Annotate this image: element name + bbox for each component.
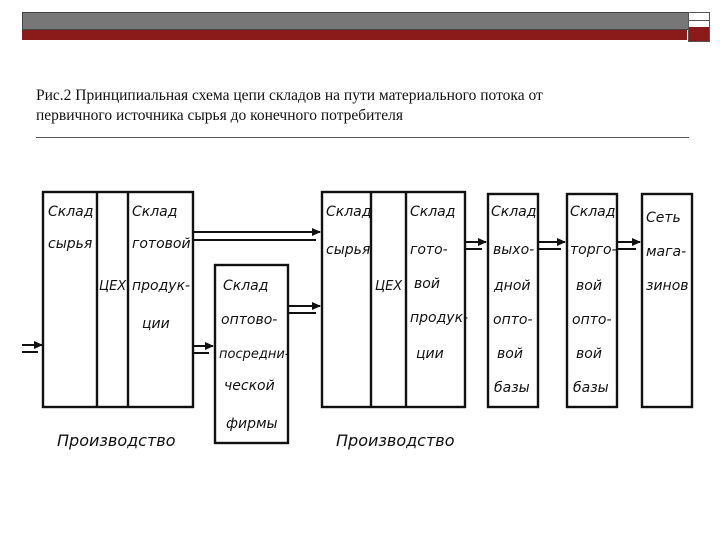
- raw2-line-2: сырья: [326, 242, 371, 258]
- caption-line-2: первичного источника сырья до конечного потребителя: [36, 107, 403, 124]
- outbound-line-3: дной: [494, 278, 531, 294]
- stores-line-3: зинов: [646, 278, 689, 294]
- raw1-line-2: сырья: [48, 236, 93, 252]
- outbound-line-2: выхо-: [493, 242, 535, 258]
- arrow-intermediary-to-raw2: [288, 306, 320, 313]
- stores-line-2: мага-: [646, 244, 687, 260]
- finished1-line-3: продук-: [132, 278, 191, 294]
- stores-line-1: Сеть: [646, 210, 681, 226]
- intermediary-line-5: фирмы: [226, 416, 278, 432]
- shop1-label: ЦЕХ: [99, 279, 127, 294]
- arrow-trade-to-stores: [617, 242, 640, 249]
- trade-line-6: базы: [573, 380, 609, 396]
- intermediary-line-3: посредни-: [219, 347, 290, 362]
- trade-line-5: вой: [576, 346, 602, 362]
- finished1-line-2: готовой: [132, 236, 191, 252]
- production-group-1: [43, 192, 193, 407]
- arrow-input: [22, 345, 42, 352]
- raw2-line-1: Склад: [326, 204, 372, 220]
- production-label-2: Производство: [336, 431, 455, 450]
- finished1-line-1: Склад: [132, 204, 178, 220]
- caption-line-1: Рис.2 Принципиальная схема цепи складов на пути материального потока от: [36, 87, 543, 104]
- group-2-frame: [322, 192, 465, 407]
- intermediary-line-2: оптово-: [221, 312, 278, 328]
- arrow-finished1-to-intermediary: [193, 346, 213, 353]
- intermediary-line-1: Склад: [223, 278, 269, 294]
- arrow-finished1-to-raw2: [193, 232, 320, 240]
- arrow-finished2-to-outbound: [465, 242, 486, 249]
- production-label-1: Производство: [57, 431, 176, 450]
- shop2-label: ЦЕХ: [375, 279, 403, 294]
- trade-line-2: торго-: [570, 242, 617, 258]
- finished2-line-5: ции: [416, 346, 444, 362]
- finished2-line-1: Склад: [410, 204, 456, 220]
- outbound-base-box: [488, 194, 538, 407]
- production-group-2: [322, 192, 465, 407]
- finished2-line-2: гото-: [410, 242, 448, 258]
- outbound-line-6: базы: [494, 380, 530, 396]
- finished2-line-3: вой: [414, 276, 440, 292]
- outbound-line-5: вой: [497, 346, 523, 362]
- finished2-line-4: продук-: [410, 310, 469, 326]
- outbound-line-1: Склад: [491, 204, 537, 220]
- raw1-line-1: Склад: [48, 204, 94, 220]
- trade-line-3: вой: [576, 278, 602, 294]
- group-1-frame: [43, 192, 193, 407]
- finished1-line-4: ции: [142, 316, 170, 332]
- arrow-outbound-to-trade: [538, 242, 565, 249]
- trade-line-4: опто-: [572, 312, 612, 328]
- trade-line-1: Склад: [570, 204, 616, 220]
- outbound-line-4: опто-: [493, 312, 533, 328]
- trade-base-box: [567, 194, 617, 407]
- intermediary-line-4: ческой: [224, 378, 275, 394]
